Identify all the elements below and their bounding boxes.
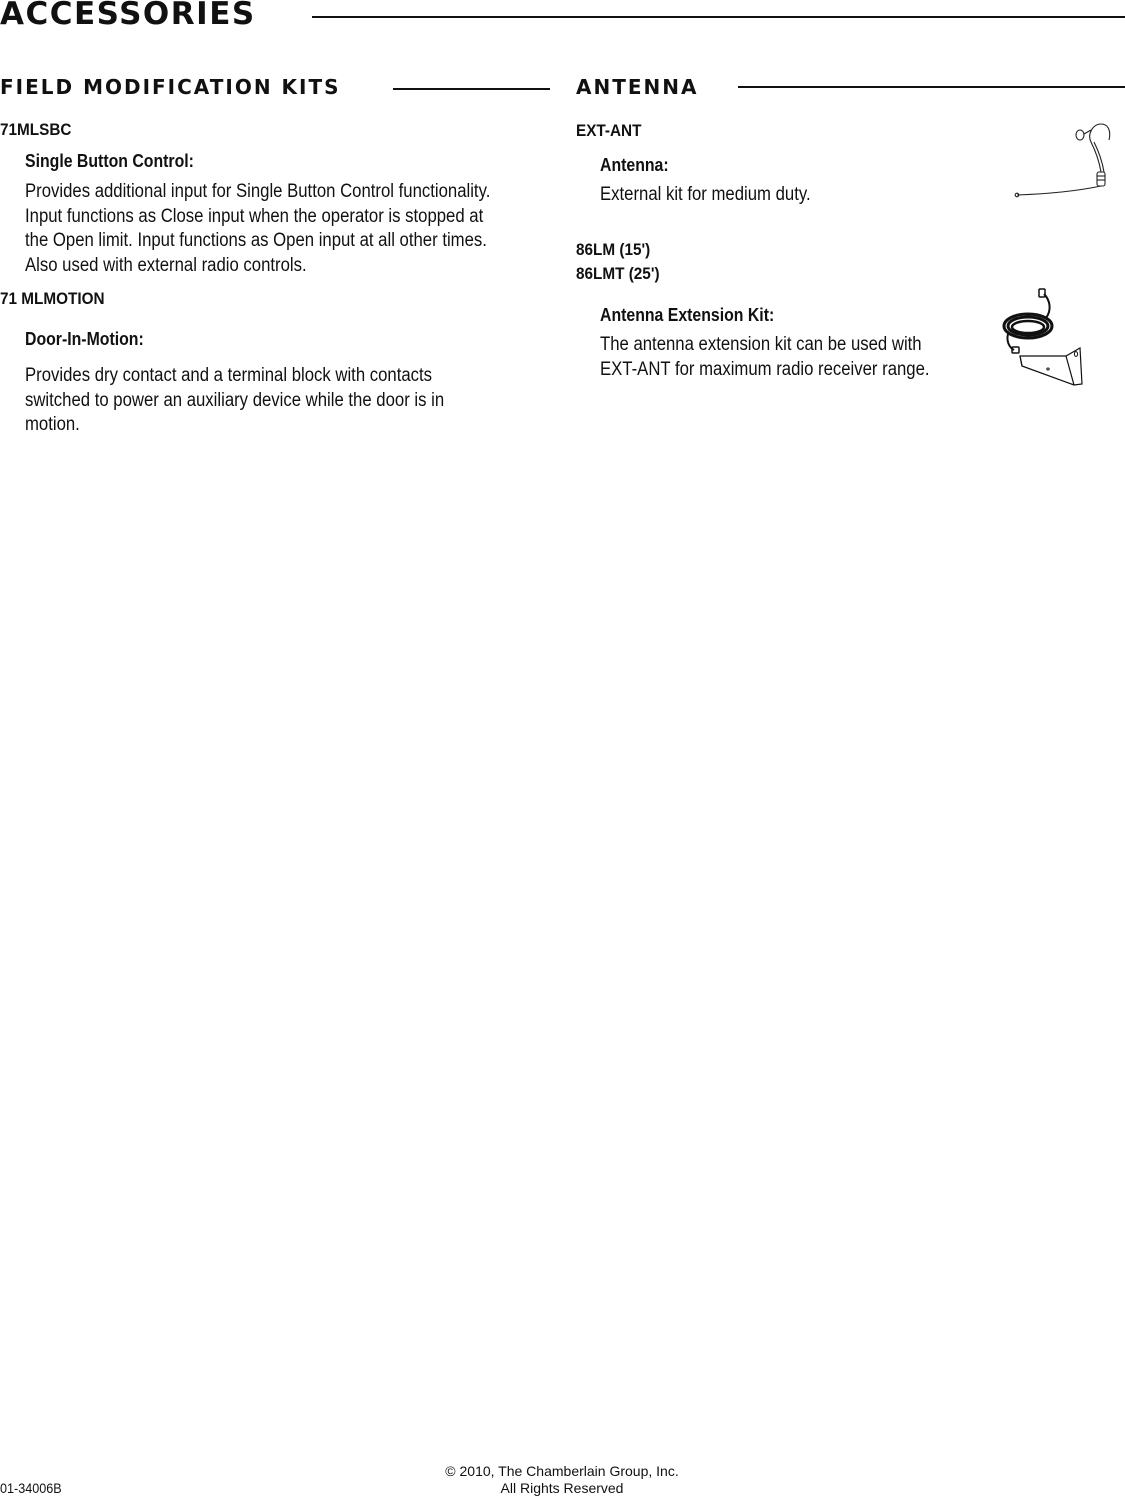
description-single-button-control <box>25 180 490 278</box>
description-line: motion. <box>25 414 80 435</box>
rights-line: All Rights Reserved <box>500 1480 624 1496</box>
description-line: Provides dry contact and a terminal block with contacts <box>25 365 433 386</box>
item-title-antenna-extension-kit: Antenna Extension Kit: <box>600 305 775 325</box>
copyright-notice <box>412 1463 712 1497</box>
item-title-single-button-control: Single Button Control: <box>25 151 194 171</box>
description-door-in-motion <box>25 364 444 438</box>
section-heading-field-modification-kits: FIELD MODIFICATION KITS <box>0 75 341 99</box>
section-heading-antenna: ANTENNA <box>576 75 699 99</box>
description-line: Also used with external radio controls. <box>25 254 307 276</box>
title-rule <box>312 16 1125 18</box>
model-number-86lmt: 86LMT (25') <box>576 264 660 283</box>
field-kits-rule <box>393 88 550 90</box>
description-line: External kit for medium duty. <box>600 184 811 205</box>
model-number-86lm: 86LM (15') <box>576 240 651 259</box>
model-number-ext-ant: EXT-ANT <box>576 121 642 140</box>
antenna-rule <box>738 86 1125 88</box>
description-line: the Open limit. Input functions as Open input at all other times. <box>25 230 487 251</box>
description-line: switched to power an auxiliary device while the door is in <box>25 389 445 411</box>
antenna-extension-kit-illustration <box>1000 286 1090 386</box>
model-number-71-mlmotion: 71 MLMOTION <box>0 289 105 308</box>
item-title-door-in-motion: Door-In-Motion: <box>25 329 144 349</box>
model-number-71mlsbc: 71MLSBC <box>0 120 72 139</box>
description-antenna <box>600 183 811 208</box>
item-title-antenna: Antenna: <box>600 155 669 175</box>
description-antenna-extension-kit <box>600 333 930 382</box>
copyright-line: © 2010, The Chamberlain Group, Inc. <box>445 1463 679 1479</box>
description-line: Provides additional input for Single Button Control functionality. <box>25 181 491 202</box>
document-number: 01-34006B <box>0 1480 62 1496</box>
description-line: EXT-ANT for maximum radio receiver range. <box>600 358 930 380</box>
antenna-illustration <box>1013 120 1113 210</box>
description-line: Input functions as Close input when the operator is stopped at <box>25 205 484 227</box>
page-title: ACCESSORIES <box>0 0 256 32</box>
description-line: The antenna extension kit can be used with <box>600 334 922 355</box>
